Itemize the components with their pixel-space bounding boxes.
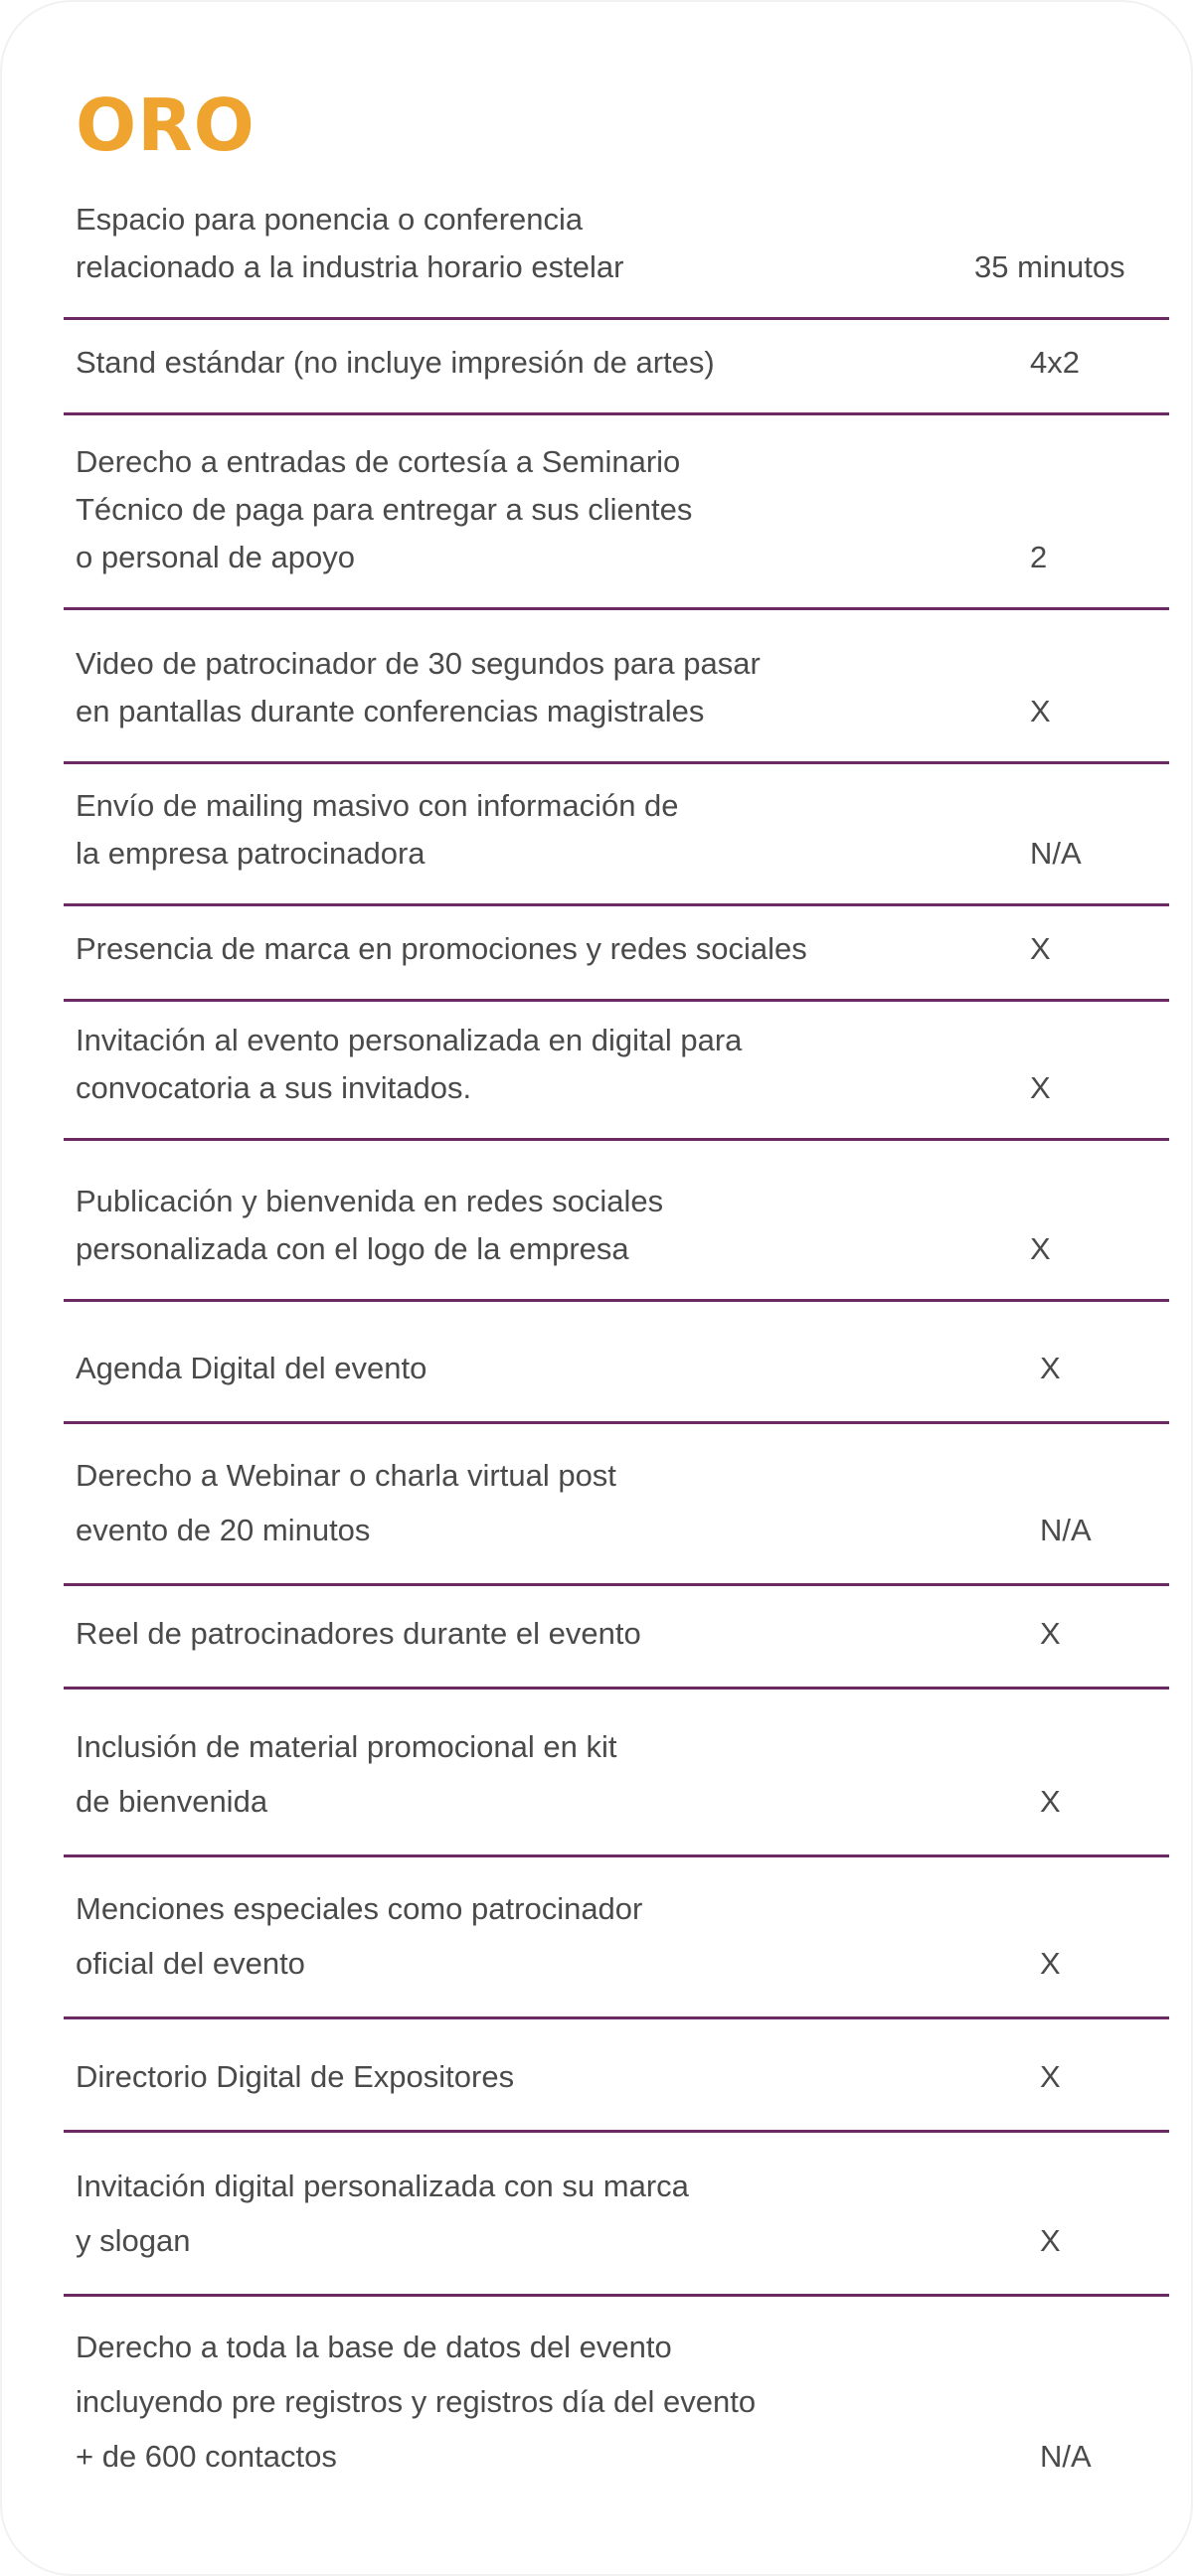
row-value: N/A [1030,836,1082,871]
benefits-table [64,191,1169,2509]
row-description: Derecho a entradas de cortesía a Seminario Técnico de paga para entregar a sus clientes o personal de apoyo [76,444,693,574]
table-row [64,2297,1169,2509]
table-row [64,320,1169,415]
table-row [64,1302,1169,1424]
table-row [64,2133,1169,2297]
row-description: Presencia de marca en promociones y redes sociales [76,931,807,966]
row-value: X [1040,2059,1061,2094]
row-description: Video de patrocinador de 30 segundos para pasar en pantallas durante conferencias magistrales [76,646,761,728]
row-value: N/A [1040,1513,1092,1547]
table-row [64,610,1169,764]
row-value: X [1030,694,1051,728]
row-value: X [1040,2223,1061,2258]
row-description: Publicación y bienvenida en redes sociales personalizada con el logo de la empresa [76,1184,664,1266]
table-row [64,1586,1169,1690]
row-value: X [1040,1946,1061,1981]
row-value: X [1030,931,1051,966]
row-description: Reel de patrocinadores durante el evento [76,1616,641,1651]
row-description: Envío de mailing masivo con información de la empresa patrocinadora [76,788,679,871]
row-description: Invitación al evento personalizada en digital para convocatoria a sus invitados. [76,1023,743,1105]
table-row [64,1141,1169,1302]
row-value: X [1030,1231,1051,1266]
row-value: N/A [1040,2439,1092,2474]
row-value: X [1040,1616,1061,1651]
row-description: Agenda Digital del evento [76,1351,427,1385]
row-value: 4x2 [1030,345,1080,380]
table-row [64,2019,1169,2133]
table-row [64,1424,1169,1586]
row-description: Stand estándar (no incluye impresión de artes) [76,345,715,380]
table-row [64,1002,1169,1141]
row-description: Invitación digital personalizada con su marca y slogan [76,2169,689,2258]
table-row [64,1857,1169,2019]
row-value: 35 minutos [974,249,1125,284]
row-value: X [1040,1784,1061,1819]
table-row [64,191,1169,320]
row-value: X [1030,1070,1051,1105]
table-row [64,1690,1169,1857]
row-description: Inclusión de material promocional en kit de bienvenida [76,1729,617,1819]
row-description: Derecho a toda la base de datos del evento incluyendo pre registros y registros día del evento + de 600 contactos [76,2330,757,2474]
page-title: ORO [76,83,256,167]
row-value: X [1040,1351,1061,1385]
row-description: Espacio para ponencia o conferencia relacionado a la industria horario estelar [76,202,624,284]
row-description: Menciones especiales como patrocinador oficial del evento [76,1891,643,1981]
row-value: 2 [1030,540,1048,574]
table-row [64,764,1169,906]
table-row [64,906,1169,1002]
table-row [64,415,1169,610]
row-description: Derecho a Webinar o charla virtual post evento de 20 minutos [76,1458,616,1547]
row-description: Directorio Digital de Expositores [76,2059,515,2094]
